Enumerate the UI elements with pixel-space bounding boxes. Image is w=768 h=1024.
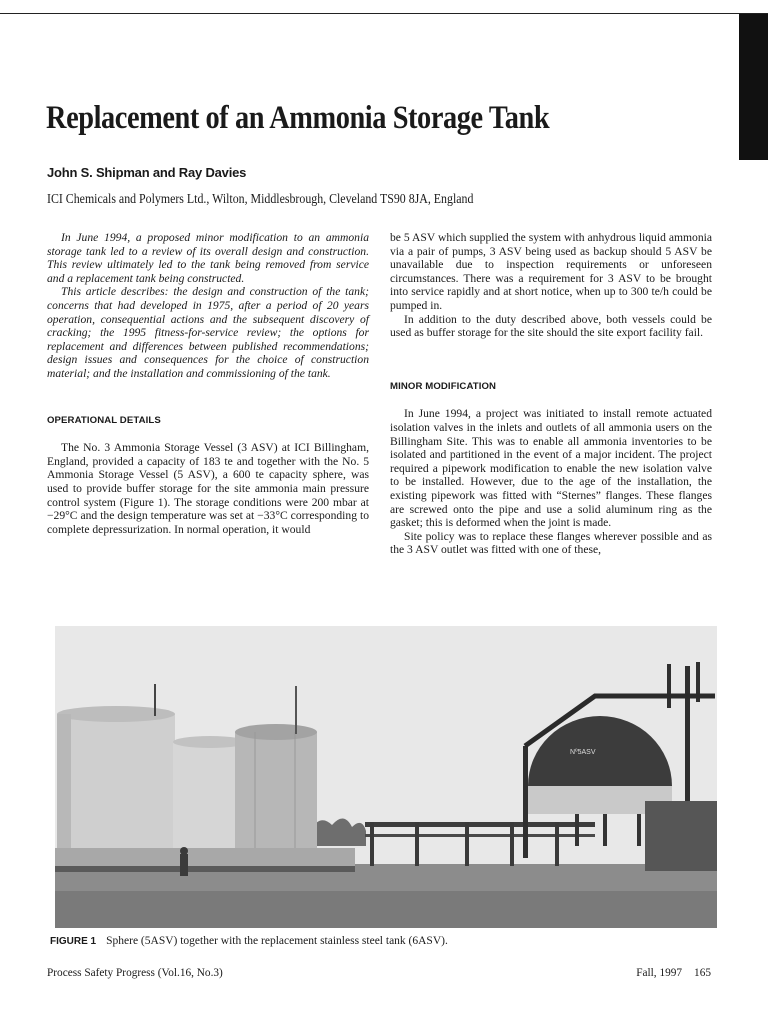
figure-photo [55,626,717,928]
authors: John S. Shipman and Ray Davies [47,165,247,180]
section-heading-operational: OPERATIONAL DETAILS [47,414,161,426]
section-heading-minor: MINOR MODIFICATION [390,380,497,392]
right-column [390,231,712,557]
footer-date-page [620,967,711,979]
operational-paragraph-2: be 5 ASV which supplied the system with anhydrous liquid ammonia via a pair of pumps, 3 ASV being used as backup should 5 ASV be unavailable due to inspection requirements or unforeseen circumstances. There was a requirement for 3 ASV to be brought into service rapidly and at short notice, when up to 300 te/h could be pumped in. [390,231,712,312]
operational-paragraph-1: The No. 3 Ammonia Storage Vessel (3 ASV) at ICI Billingham, England, provided a capacity of 183 te and together with the No. 5 Ammonia Storage Vessel (5 ASV), a 600 te capacity sphere, was used to provide buffer storage for the site ammonia main pressure control system (Figure 1). The storage conditions were 200 mbar at −29°C and the design temperature was set at −33°C corresponding to complete depressurization. In normal operation, it would [47,441,369,536]
affiliation: ICI Chemicals and Polymers Ltd., Wilton, Middlesbrough, Cleveland TS90 8JA, England [47,191,474,206]
minor-paragraph-1: In June 1994, a project was initiated to install remote actuated isolation valves in the inlets and outlets of all ammonia users on the Billingham Site. This was to enable all ammonia inventories to be isolated and partitioned in the event of a major incident. The project required a pipework modification to enable the new isolation valve to be installed. However, due to the age of the installation, the existing pipework was fitted with “Sternes” flanges. These flanges are screwed onto the pipe and use a solid aluminum ring as the gasket; this is deformed when the joint is made. [390,407,712,530]
minor-paragraph-2: Site policy was to replace these flanges wherever possible and as the 3 ASV outlet was fitted with one of these, [390,529,712,557]
figure-label: FIGURE 1 [50,936,97,947]
figure-caption [50,935,448,947]
footer-date: Fall, 1997 [636,967,683,979]
left-column [47,231,369,536]
footer-journal: Process Safety Progress (Vol.16, No.3) [47,967,223,979]
article-title: Replacement of an Ammonia Storage Tank [46,100,550,136]
figure-caption-text: Sphere (5ASV) together with the replacement stainless steel tank (6ASV). [106,935,448,947]
sphere-marking: Nº5ASV [570,749,596,756]
top-rule [0,13,768,14]
abstract-paragraph-1: In June 1994, a proposed minor modification to an ammonia storage tank led to a review of its overall design and construction. This review ultimately led to the tank being removed from service and a replacement tank being constructed. [47,231,369,285]
page-number: 165 [694,967,711,979]
abstract-paragraph-2: This article describes: the design and construction of the tank; concerns that had developed in 1975, after a period of 20 years operation, consequential actions and the subsequent discovery of cracking; the 1995 fitness-for-service review; the options for replacement and differences between published recommendations; design issues and consequences for the choice of construction material; and the installation and commissioning of the tank. [47,285,369,380]
operational-paragraph-3: In addition to the duty described above, both vessels could be used as buffer storage for the site should the site export facility fail. [390,312,712,340]
section-tab-marker [739,14,768,160]
